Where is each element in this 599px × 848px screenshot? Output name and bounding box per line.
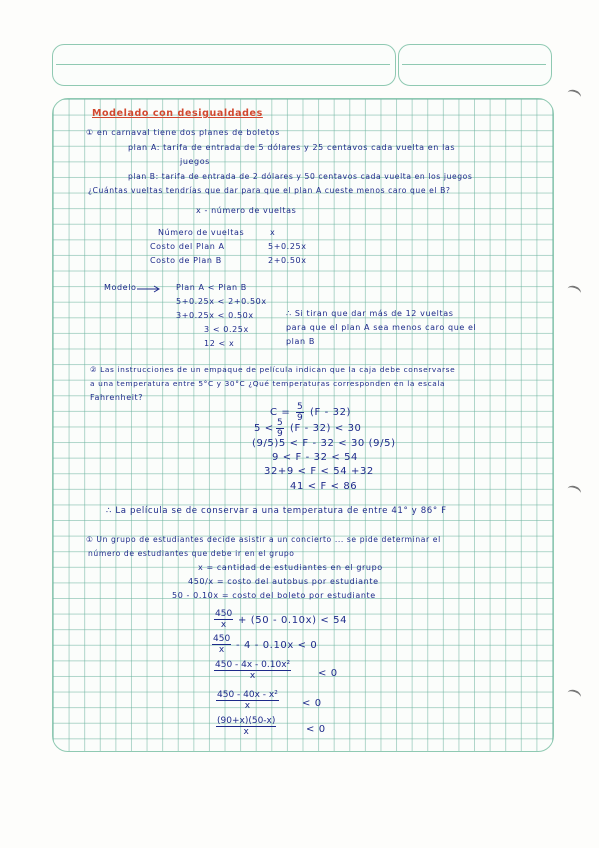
eq6: 41 < F < 86 <box>290 481 358 492</box>
step3-rest: < 0 <box>318 668 338 679</box>
step1-rest: + (50 - 0.10x) < 54 <box>238 615 348 626</box>
definition-x: x = cantidad de estudiantes en el grupo <box>198 563 383 572</box>
step4-den: x <box>244 701 251 711</box>
step1-num: 450 <box>215 609 233 619</box>
eq4: 9 < F - 32 < 54 <box>272 452 359 463</box>
problem1-conclusion-1: ∴ Si tiran que dar más de 12 vueltas <box>286 309 454 318</box>
step4-rest: < 0 <box>302 698 322 709</box>
page-title: Modelado con desigualdades <box>92 108 263 119</box>
model-step-4: 3 < 0.25x <box>204 325 249 334</box>
binder-hole <box>566 284 583 298</box>
step5-rest: < 0 <box>306 724 326 735</box>
modelo-label: Modelo <box>104 283 137 292</box>
eq2-fraction-den: 9 <box>277 429 283 439</box>
eq1-rhs: (F - 32) <box>310 407 352 418</box>
table-header-label: Número de vueltas <box>158 228 245 237</box>
header-box-left <box>52 44 396 86</box>
binder-hole <box>566 88 583 102</box>
eq3: (9/5)5 < F - 32 < 30 (9/5) <box>252 438 396 449</box>
definition-ticket: 50 - 0.10x = costo del boleto por estudiante <box>172 591 376 600</box>
definition-bus: 450/x = costo del autobus por estudiante <box>188 577 379 586</box>
step4-num: 450 - 40x - x² <box>217 690 278 700</box>
problem3-line1: ① Un grupo de estudiantes decide asistir a un concierto ... se pide determinar el <box>86 535 441 544</box>
problem1-planB: plan B: tarifa de entrada de 2 dólares y 50 centavos cada vuelta en los juegos <box>128 172 473 181</box>
problem2-line1: ② Las instrucciones de un empaque de película indican que la caja debe conservarse <box>90 365 456 374</box>
table-header-x: x <box>270 228 276 237</box>
problem3-line2: número de estudiantes que debe ir en el grupo <box>88 549 295 558</box>
problem1-conclusion-2: para que el plan A sea menos caro que el <box>286 323 477 332</box>
table-row-planA-label: Costo del Plan A <box>150 242 225 251</box>
problem1-conclusion-3: plan B <box>286 337 315 346</box>
problem2-line2: a una temperatura entre 5°C y 30°C ¿Qué temperaturas corresponden en la escala <box>90 379 446 388</box>
step1-den: x <box>220 620 227 630</box>
problem1-planA-cont: juegos <box>180 157 210 166</box>
table-row-planB-label: Costo de Plan B <box>150 256 222 265</box>
eq2-lhs: 5 < <box>254 423 274 434</box>
binder-hole <box>566 688 583 702</box>
step2-num: 450 <box>213 634 231 644</box>
problem1-question: ¿Cuántas vueltas tendrías que dar para que el plan A cueste menos caro que el B? <box>88 186 451 195</box>
table-row-planA-value: 5+0.25x <box>268 242 307 251</box>
step4-fraction <box>216 690 279 711</box>
problem2-conclusion: ∴ La película se de conservar a una temperatura de entre 41° y 86° F <box>106 506 447 516</box>
step2-fraction <box>212 634 231 655</box>
model-step-5: 12 < x <box>204 339 235 348</box>
step2-den: x <box>218 645 225 655</box>
step5-fraction <box>216 716 276 737</box>
step2-rest: - 4 - 0.10x < 0 <box>236 640 318 651</box>
step5-num: (90+x)(50-x) <box>217 716 276 726</box>
eq1-lhs: C = <box>270 407 291 418</box>
eq1-fraction-den: 9 <box>297 413 303 423</box>
model-step-2: 5+0.25x < 2+0.50x <box>176 297 267 306</box>
problem1-planA: plan A: tarifa de entrada de 5 dólares y 25 centavos cada vuelta en las <box>128 143 456 152</box>
model-step-3: 3+0.25x < 0.50x <box>176 311 254 320</box>
eq1-fraction <box>296 402 304 423</box>
table-row-planB-value: 2+0.50x <box>268 256 307 265</box>
eq2-fraction-num: 5 <box>277 418 283 428</box>
header-divider-right <box>402 64 546 65</box>
eq1-fraction-num: 5 <box>297 402 303 412</box>
step3-fraction <box>214 660 291 681</box>
eq2-rhs: (F - 32) < 30 <box>290 423 362 434</box>
step3-num: 450 - 4x - 0.10x² <box>215 660 291 670</box>
problem2-line3: Fahrenheit? <box>90 393 144 402</box>
step3-den: x <box>249 671 256 681</box>
eq2-fraction <box>276 418 284 439</box>
arrow-icon <box>136 285 162 293</box>
model-step-1: Plan A < Plan B <box>176 283 247 292</box>
binder-hole <box>566 484 583 498</box>
step5-den: x <box>243 727 249 737</box>
step1-fraction <box>214 609 233 630</box>
eq5: 32+9 < F < 54 +32 <box>264 466 374 477</box>
header-divider-left <box>56 64 390 65</box>
header-box-right <box>398 44 552 86</box>
problem1-intro: ① en carnaval tiene dos planes de boletos <box>86 128 280 137</box>
problem1-variable: x - número de vueltas <box>196 206 297 215</box>
